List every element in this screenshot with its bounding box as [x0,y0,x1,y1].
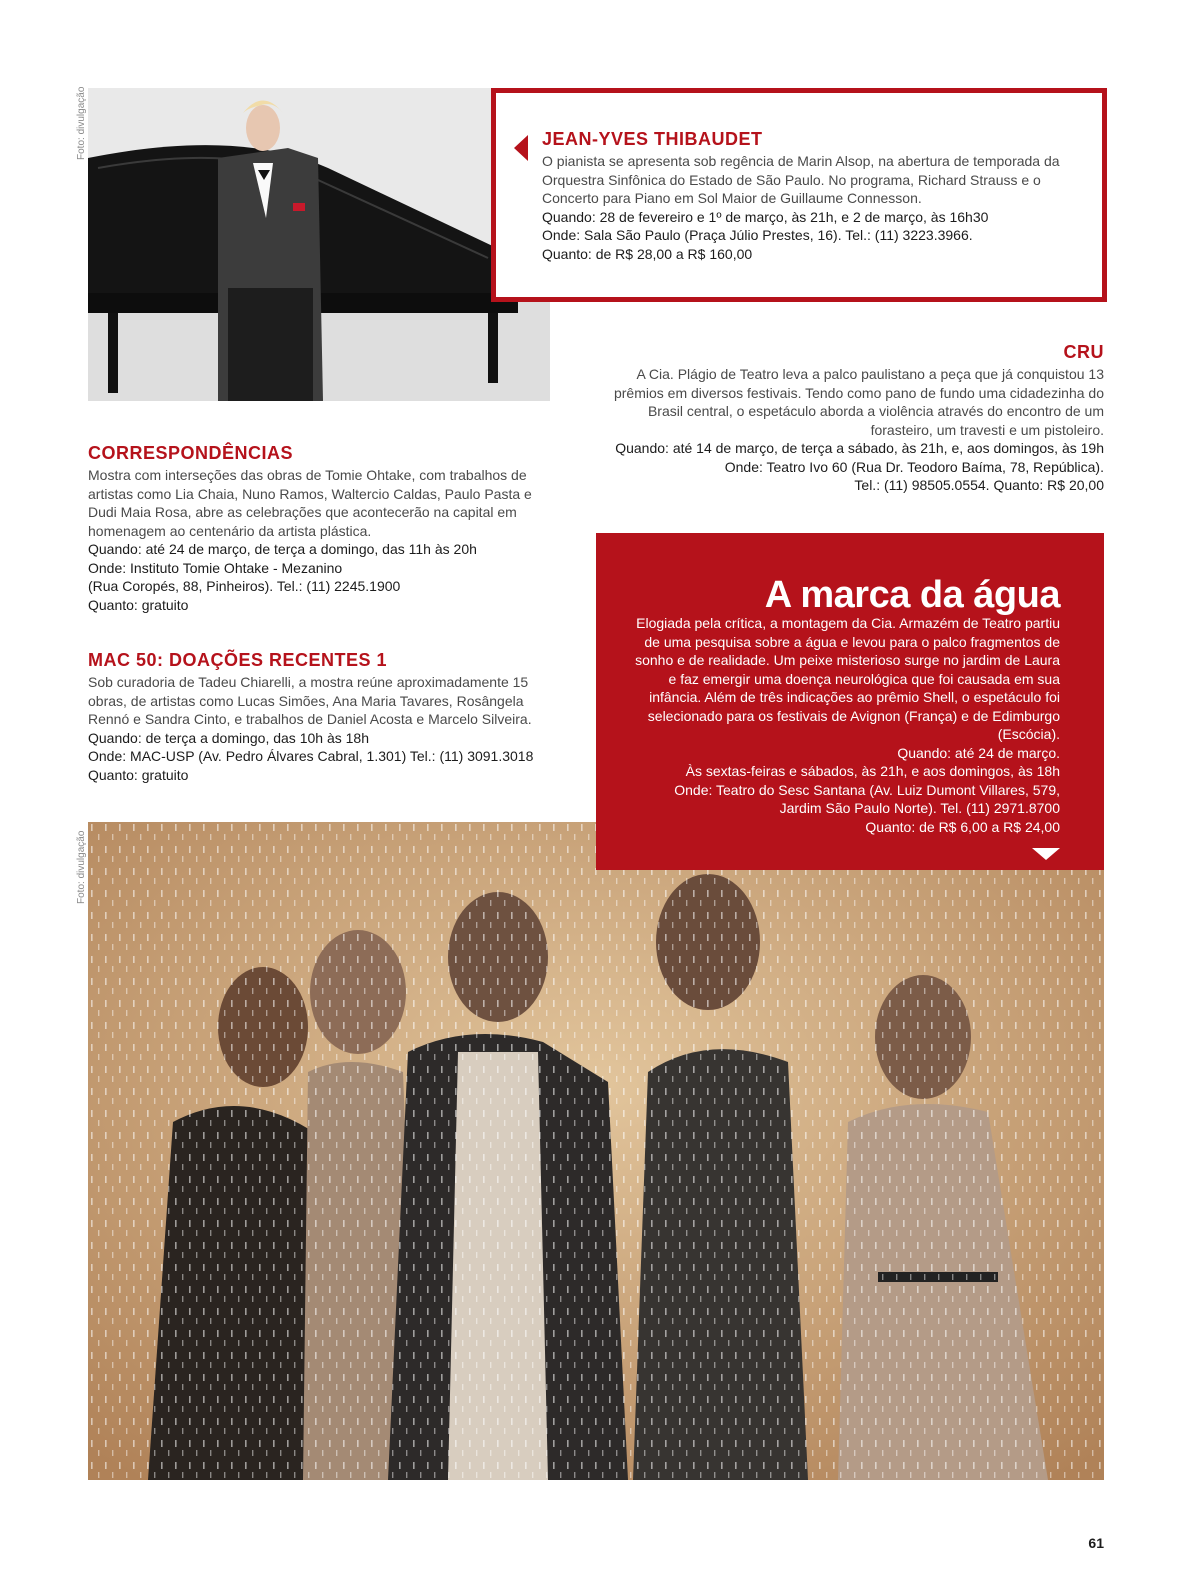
thibaudet-box [491,88,1107,302]
left-arrow-icon [514,135,528,161]
cru-title: CRU [1063,342,1104,362]
mac50-where: Onde: MAC-USP (Av. Pedro Álvares Cabral, 1.301) Tel.: (11) 3091.3018 [88,748,534,764]
cru-body: A Cia. Plágio de Teatro leva a palco paulistano a peça que já conquistou 13 prêmios em diversos festivais. Tendo como pano de fundo uma cidadezinha do Brasil central, o espetáculo aborda a violência através do encontro de um forasteiro, um travesti e um pistoleiro. [613,366,1104,438]
mac50-body: Sob curadoria de Tadeu Chiarelli, a mostra reúne aproximadamente 15 obras, de artistas como Lucas Simões, Ana Maria Tavares, Rosângela Rennó e Sandra Cinto, e trabalhos de Daniel Acosta e Marcelo Silveira. [88,674,532,727]
photo-credit-top: Foto: divulgação [76,86,87,160]
thibaudet-title: JEAN-YVES THIBAUDET [542,129,763,149]
marca-address: Jardim São Paulo Norte). Tel. (11) 2971.8700 [779,800,1060,816]
marca-title: A marca da água [764,574,1060,616]
correspondencias-price: Quanto: gratuito [88,596,189,613]
cru-article [596,342,1104,495]
marca-body: Elogiada pela crítica, a montagem da Cia. Armazém de Teatro partiu de uma pesquisa sobre a água e levou para o palco fragmentos de sonho e de realidade. Um peixe misterioso surge no jardim de Laura e faz emergir uma doença neurológica que foi causada em sua infância. Além de três indicações ao prêmio Shell, o espetáculo foi selecionado para os festivais de Avignon (França) e de Edimburgo (Escócia). [635,615,1060,742]
marca-schedule: Às sextas-feiras e sábados, às 21h, e aos domingos, às 18h [685,763,1060,779]
correspondencias-where: Onde: Instituto Tomie Ohtake - Mezanino [88,559,343,576]
mac50-article [88,650,558,784]
thibaudet-price: Quanto: de R$ 28,00 a R$ 160,00 [542,245,753,262]
marca-price: Quanto: de R$ 6,00 a R$ 24,00 [865,818,1060,835]
marca-da-agua-box [596,533,1104,870]
marca-where: Onde: Teatro do Sesc Santana (Av. Luiz Dumont Villares, 579, [674,781,1060,798]
cru-when: Quando: até 14 de março, de terça a sábado, às 21h, e, aos domingos, às 19h [615,440,1104,456]
thibaudet-when: Quando: 28 de fevereiro e 1º de março, às 21h, e 2 de março, às 16h30 [542,208,989,225]
mac50-title: MAC 50: DOAÇÕES RECENTES 1 [88,650,388,670]
marca-when: Quando: até 24 de março. [897,744,1060,761]
thibaudet-body: O pianista se apresenta sob regência de Marin Alsop, na abertura de temporada da Orquestra Sinfônica do Estado de São Paulo. No programa, Richard Strauss e o Concerto para Piano em Sol Maior de Guillaume Connesson. [542,153,1060,206]
correspondencias-address: (Rua Coropés, 88, Pinheiros). Tel.: (11) 2245.1900 [88,578,401,594]
correspondencias-when: Quando: até 24 de março, de terça a domingo, das 11h às 20h [88,541,477,557]
pianist-photo [88,88,550,401]
page-number: 61 [1088,1535,1104,1551]
photo-credit-bottom: Foto: divulgação [76,830,87,904]
water-performance-photo [88,822,1104,1480]
correspondencias-body: Mostra com interseções das obras de Tomie Ohtake, com trabalhos de artistas como Lia Chaia, Nuno Ramos, Waltercio Caldas, Paulo Pasta e Dudi Maia Rosa, abre as celebrações que acontecerão na capital em homenagem ao centenário da artista plástica. [88,467,532,539]
correspondencias-article [88,443,554,614]
mac50-price: Quanto: gratuito [88,766,189,783]
correspondencias-title: CORRESPONDÊNCIAS [88,443,294,463]
mac50-when: Quando: de terça a domingo, das 10h às 18h [88,729,369,746]
thibaudet-where: Onde: Sala São Paulo (Praça Júlio Prestes, 16). Tel.: (11) 3223.3966. [542,227,973,243]
down-arrow-icon [1032,848,1060,860]
cru-contact: Tel.: (11) 98505.0554. Quanto: R$ 20,00 [854,477,1104,493]
cru-where: Onde: Teatro Ivo 60 (Rua Dr. Teodoro Baíma, 78, República). [724,458,1104,475]
